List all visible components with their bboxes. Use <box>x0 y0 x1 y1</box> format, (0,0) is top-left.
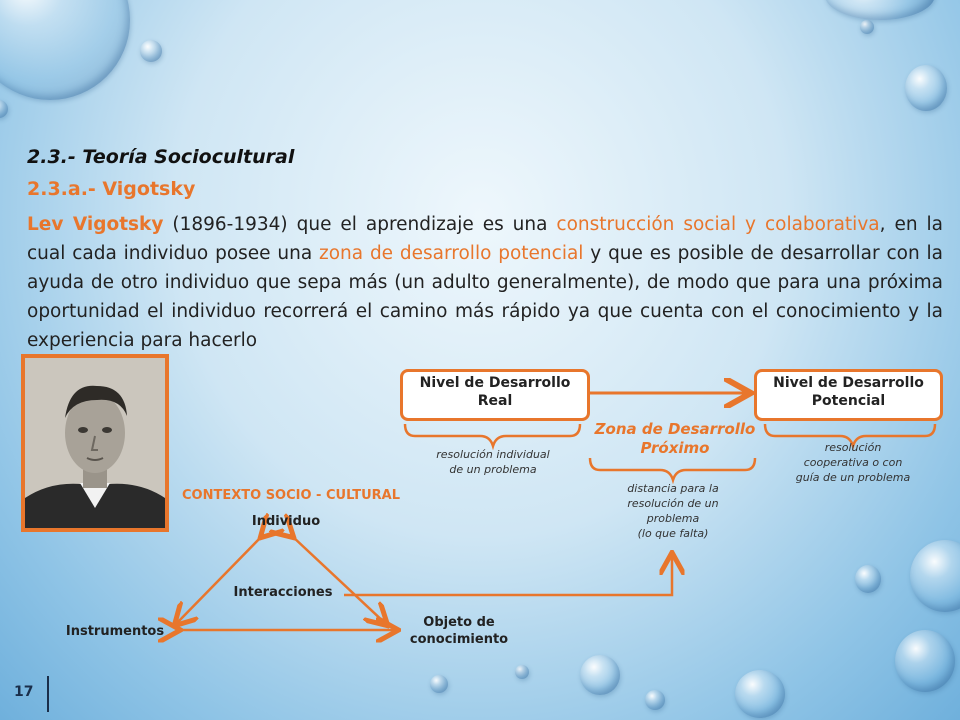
desc-line: resolución de un <box>627 497 719 510</box>
subsection-heading: 2.3.a.- Vigotsky <box>27 178 196 200</box>
arrow-to-zone <box>344 555 672 595</box>
section-heading: 2.3.- Teoría Sociocultural <box>27 146 295 168</box>
desc-line: guía de un problema <box>795 471 911 484</box>
paragraph-text: , en la cual cada individuo posee una <box>27 214 943 264</box>
box-label: Potencial <box>811 393 886 409</box>
paragraph-text: (1896-1934) que el aprendizaje es una <box>163 214 557 235</box>
desc-line: problema <box>646 512 700 525</box>
desc-line: distancia para la <box>627 482 719 495</box>
context-title: CONTEXTO SOCIO - CULTURAL <box>182 488 400 503</box>
brace-real <box>405 424 580 446</box>
objeto-label <box>404 614 514 648</box>
instrumentos-label: Instrumentos <box>65 624 165 639</box>
arrow-individuo-objeto <box>292 536 386 624</box>
real-description <box>418 447 568 477</box>
zone-label-line: Zona de Desarrollo <box>594 420 756 438</box>
highlight-text: zona de desarrollo potencial <box>319 243 584 264</box>
potential-description <box>778 440 928 485</box>
desc-line: (lo que falta) <box>637 527 709 540</box>
objeto-line: Objeto de <box>423 615 495 630</box>
paragraph-text: y que es posible de desarrollar con la ayuda de otro individuo que sepa más (un adulto generalmente), de modo que para una próxima oportunidad el individuo recorrerá el camino más rápido ya que cuenta con el conocimiento y la experiencia para hacerlo <box>27 243 943 351</box>
box-label: Nivel de Desarrollo <box>773 375 924 391</box>
desc-line: resolución <box>824 441 882 454</box>
page-number: 17 <box>14 684 34 700</box>
desc-line: resolución individual <box>436 448 550 461</box>
interacciones-label: Interacciones <box>233 585 333 600</box>
desc-line: de un problema <box>449 463 537 476</box>
zone-label-line: Próximo <box>640 439 710 457</box>
highlight-text: construcción social y colaborativa <box>556 214 880 235</box>
page-number-divider <box>47 676 49 712</box>
brace-zone <box>590 458 755 480</box>
objeto-line: conocimiento <box>409 632 509 647</box>
zone-label <box>590 420 760 458</box>
author-name: Lev Vigotsky <box>27 214 164 235</box>
desc-line: cooperativa o con <box>803 456 903 469</box>
individuo-label: Individuo <box>251 514 321 529</box>
arrow-individuo-instrumentos <box>176 536 262 624</box>
box-label: Real <box>477 393 513 409</box>
box-label: Nivel de Desarrollo <box>419 375 571 391</box>
zone-description <box>598 481 748 541</box>
